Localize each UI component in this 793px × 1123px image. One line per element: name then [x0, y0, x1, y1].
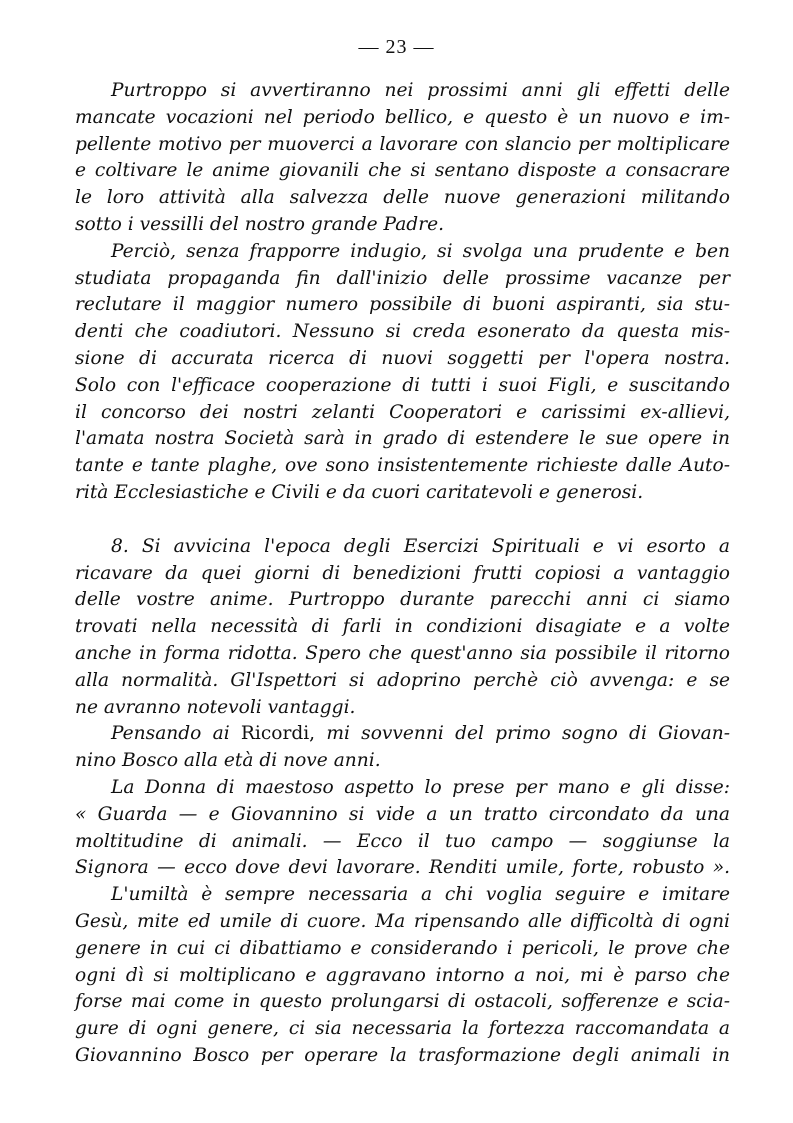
- section-gap: [75, 507, 730, 534]
- text-line: Signora — ecco dove devi lavorare. Renditi umile, forte, robusto ».: [75, 857, 730, 879]
- text-line: moltitudine di animali. — Ecco il tuo campo — soggiunse la: [75, 830, 730, 852]
- text-run: mi sovvenni del primo sogno di Giovan-: [315, 723, 730, 745]
- text-line: Purtroppo si avvertiranno nei prossimi anni gli effetti delle: [111, 80, 730, 101]
- paragraph-dream: [75, 775, 730, 882]
- text-line: il concorso dei nostri zelanti Cooperatori e carissimi ex-allievi,: [75, 401, 730, 423]
- text-line: rità Ecclesiastiche e Civili e da cuori caritatevoli e generosi.: [75, 481, 644, 503]
- text-line: l'amata nostra Società sarà in grado di estendere le sue opere in: [75, 428, 730, 450]
- text-line: studiata propaganda fin dall'inizio delle prossime vacanze per: [75, 267, 730, 289]
- text-line: La Donna di maestoso aspetto lo prese per mano e gli disse:: [111, 776, 730, 798]
- text-line: sione di accurata ricerca di nuovi soggetti per l'opera nostra.: [75, 347, 730, 369]
- paragraph-2: [75, 239, 730, 507]
- text-line: sotto i vessilli del nostro grande Padre.: [75, 213, 445, 235]
- text-line: ne avranno notevoli vantaggi.: [75, 696, 356, 718]
- text-run: Pensando ai: [111, 723, 241, 745]
- text-line: Perciò, senza frapporre indugio, si svolga una prudente e ben: [111, 240, 730, 262]
- text-line: anche in forma ridotta. Spero che quest'anno sia possibile il ritorno: [75, 642, 730, 664]
- text-line: [75, 721, 730, 748]
- text-line: « Guarda — e Giovannino si vide a un tratto circondato da una: [75, 803, 730, 825]
- text-line: Giovannino Bosco per operare la trasformazione degli animali in: [75, 1044, 730, 1066]
- text-line: denti che coadiutori. Nessuno si creda esonerato da questa mis-: [75, 321, 730, 343]
- text-line: pellente motivo per muoverci a lavorare con slancio per moltiplicare: [75, 133, 730, 155]
- paragraph-humility: [75, 882, 730, 1070]
- text-line: 8. Si avvicina l'epoca degli Esercizi Spirituali e vi esorto a: [111, 535, 730, 557]
- page-body: [75, 78, 730, 1070]
- text-line: Solo con l'efficace cooperazione di tutti i suoi Figli, e suscitando: [75, 374, 730, 396]
- text-line: alla normalità. Gl'Ispettori si adoprino perchè ciò avvenga: e se: [75, 669, 730, 691]
- text-line: e coltivare le anime giovanili che si sentano disposte a consacrare: [75, 160, 730, 182]
- text-line: mancate vocazioni nel periodo bellico, e questo è un nuovo e im-: [75, 106, 730, 128]
- text-line: ogni dì si moltiplicano e aggravano intorno a noi, mi è parso che: [75, 964, 730, 986]
- text-line: L'umiltà è sempre necessaria a chi voglia seguire e imitare: [111, 884, 730, 906]
- text-line: trovati nella necessità di farli in condizioni disagiate e a volte: [75, 616, 730, 638]
- text-line: le loro attività alla salvezza delle nuove generazioni militando: [75, 187, 730, 209]
- text-line: Gesù, mite ed umile di cuore. Ma ripensando alle difficoltà di ogni: [75, 910, 730, 932]
- text-line: genere in cui ci dibattiamo e considerando i pericoli, le prove che: [75, 937, 730, 959]
- text-line: reclutare il maggior numero possibile di buoni aspiranti, sia stu-: [75, 294, 730, 316]
- paragraph-1: [75, 78, 730, 239]
- text-line: forse mai come in questo prolungarsi di ostacoli, sofferenze e scia-: [75, 991, 730, 1013]
- paragraph-section-8: [75, 534, 730, 722]
- text-line: tante e tante plaghe, ove sono insistentemente richieste dalle Auto-: [75, 455, 730, 477]
- text-line: nino Bosco alla età di nove anni.: [75, 750, 381, 772]
- paragraph-ricordi: [75, 721, 730, 775]
- ricordi-word: Ricordi,: [240, 723, 316, 745]
- text-line: ricavare da quei giorni di benedizioni frutti copiosi a vantaggio: [75, 562, 730, 584]
- text-line: delle vostre anime. Purtroppo durante parecchi anni ci siamo: [75, 589, 730, 611]
- text-line: gure di ogni genere, ci sia necessaria la fortezza raccomandata a: [75, 1018, 730, 1040]
- page-number: — 23 —: [358, 36, 435, 58]
